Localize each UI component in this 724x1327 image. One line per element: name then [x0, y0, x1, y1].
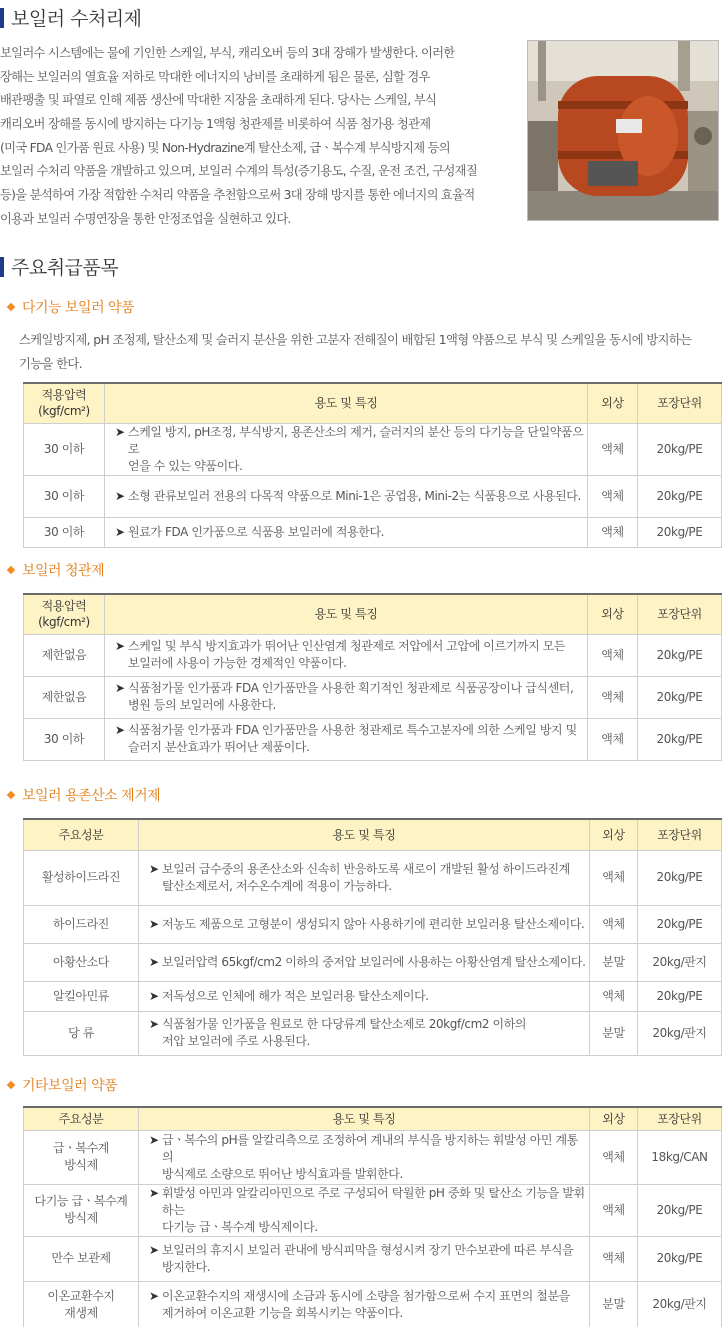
use-line: 식품첨가물 인가품을 원료로 한 다당류계 탈산소제로 20kgf/cm2 이하의	[162, 1017, 527, 1031]
header-use: 용도 및 특징	[105, 383, 588, 423]
table-row	[24, 905, 722, 943]
header-pack: 포장단위	[638, 383, 722, 423]
table-header-row	[24, 383, 722, 423]
component-line: 방식제	[64, 1158, 98, 1172]
arrow-icon: ➤	[115, 723, 125, 737]
arrow-icon: ➤	[115, 524, 125, 539]
table-row	[24, 1184, 722, 1236]
header-pack: 포장단위	[638, 819, 722, 850]
arrow-icon: ➤	[115, 681, 125, 695]
header-component: 주요성분	[24, 1107, 139, 1130]
header-form: 외상	[590, 819, 638, 850]
cell-form: 액체	[590, 850, 638, 905]
use-line: 소형 관류보일러 전용의 다목적 약품으로 Mini-1은 공업용, Mini-2는 식품용으로 사용된다.	[128, 488, 581, 503]
cell-form: 액체	[590, 1236, 638, 1281]
subsection-title-other	[8, 1075, 117, 1095]
use-line: 보일러압력 65kgf/cm2 이하의 중저압 보일러에 사용하는 아황산염계 탈산소제이다.	[162, 954, 586, 969]
cell-pack: 20kg/PE	[638, 1184, 722, 1236]
use-line: 저농도 제품으로 고형분이 생성되지 않아 사용하기에 편리한 보일러용 탈산소제이다.	[162, 916, 585, 931]
boiler-photo	[527, 40, 719, 221]
title-bar-marker	[0, 8, 4, 28]
arrow-icon: ➤	[115, 639, 125, 653]
use-line: 보일러 급수중의 용존산소와 신속히 반응하도록 새로이 개발된 활성 하이드라진계	[162, 861, 570, 876]
table-row	[24, 1281, 722, 1327]
section-title-text: 주요취급품목	[11, 257, 119, 279]
table-row	[24, 475, 722, 517]
cell-pack: 20kg/PE	[638, 1236, 722, 1281]
cell-pressure: 제한없음	[24, 676, 105, 718]
cell-component: 하이드라진	[24, 905, 139, 943]
table-row	[24, 676, 722, 718]
header-form: 외상	[588, 594, 638, 634]
intro-line: 이용과 보일러 수명연장을 통한 안정조업을 실현하고 있다.	[0, 211, 291, 226]
cell-component: 아황산소다	[24, 943, 139, 981]
cell-form: 액체	[588, 423, 638, 475]
cell-use	[139, 1281, 590, 1327]
use-line: 휘발성 아민과 알칼리아민으로 주로 구성되어 탁월한 pH 중화 및 탈산소 기능을 발휘하는	[162, 1185, 585, 1217]
cell-form: 액체	[588, 475, 638, 517]
boiler-cleaner-table	[23, 593, 722, 761]
subsection-title-text: 다기능 보일러 약품	[22, 300, 135, 316]
cell-component	[24, 1281, 139, 1327]
cell-form: 분말	[590, 1011, 638, 1055]
cell-form: 분말	[590, 1281, 638, 1327]
arrow-icon: ➤	[149, 1132, 159, 1147]
use-line: 보일러의 휴지시 보일러 관내에 방식피막을 형성시켜 장기 만수보관에 따른 부식을	[162, 1242, 574, 1257]
arrow-icon: ➤	[149, 1185, 159, 1200]
cell-use	[105, 517, 588, 547]
arrow-icon: ➤	[115, 488, 125, 503]
use-line: 급ㆍ복수의 pH를 알칼리측으로 조정하여 계내의 부식을 방지하는 휘발성 아민 계통의	[162, 1132, 578, 1164]
cell-form: 분말	[590, 943, 638, 981]
cell-pressure: 30 이하	[24, 517, 105, 547]
component-line: 방식제	[64, 1211, 98, 1225]
cell-pack: 20kg/판지	[638, 1011, 722, 1055]
cell-pack: 20kg/PE	[638, 850, 722, 905]
table-header-row	[24, 1107, 722, 1130]
arrow-icon: ➤	[149, 1017, 159, 1031]
use-line: 보일러에 사용이 가능한 경제적인 약품이다.	[128, 656, 347, 670]
diamond-bullet-icon	[7, 791, 15, 799]
cell-use	[139, 1236, 590, 1281]
use-line: 식품첨가물 인가품과 FDA 인가품만을 사용한 획기적인 청관제로 식품공장이나 급식센터,	[128, 681, 574, 695]
cell-pressure: 30 이하	[24, 718, 105, 760]
title-bar-marker	[0, 257, 4, 277]
cell-use	[139, 943, 590, 981]
table-row	[24, 634, 722, 676]
table-row	[24, 1130, 722, 1184]
intro-line: (미국 FDA 인가품 원료 사용) 및 Non-Hydrazine계 탈산소제, 급ㆍ복수계 부식방지제 등의	[0, 140, 450, 155]
intro-line: 캐리오버 장해를 동시에 방지하는 다기능 1액형 청관제를 비롯하여 식품 첨가용 청관제	[0, 117, 431, 132]
table-row	[24, 718, 722, 760]
arrow-icon: ➤	[149, 954, 159, 969]
cell-use	[105, 423, 588, 475]
use-line: 방지한다.	[162, 1259, 211, 1274]
boiler-illustration	[528, 41, 719, 221]
cell-component: 당 류	[24, 1011, 139, 1055]
cell-pack: 20kg/PE	[638, 718, 722, 760]
table-row	[24, 981, 722, 1011]
table-row	[24, 850, 722, 905]
subsection-title-oxygen-remover	[8, 785, 160, 805]
cell-form: 액체	[590, 981, 638, 1011]
section-title-water-treatment	[0, 4, 142, 31]
cell-pack: 20kg/PE	[638, 517, 722, 547]
cell-use	[139, 1011, 590, 1055]
description-line: 기능을 한다.	[19, 357, 83, 371]
arrow-icon: ➤	[149, 1288, 159, 1303]
cell-pressure: 30 이하	[24, 423, 105, 475]
cell-component	[24, 1184, 139, 1236]
diamond-bullet-icon	[7, 566, 15, 574]
table-row	[24, 517, 722, 547]
use-line: 방식제로 소량으로 뛰어난 방식효과를 발휘한다.	[162, 1166, 403, 1181]
cell-use	[105, 634, 588, 676]
subsection-description	[19, 328, 719, 376]
header-pressure	[24, 594, 105, 634]
diamond-bullet-icon	[7, 1081, 15, 1089]
oxygen-remover-table	[23, 818, 722, 1056]
intro-line: 등)을 분석하여 가장 적합한 수처리 약품을 추천함으로써 3대 장해 방지를 통한 에너지의 효율적	[0, 188, 475, 203]
subsection-title-text: 보일러 청관제	[22, 563, 105, 579]
cell-pack: 20kg/PE	[638, 475, 722, 517]
header-pressure	[24, 383, 105, 423]
use-line: 스케일 및 부식 방지효과가 뛰어난 인산염계 청관제로 저압에서 고압에 이르기까지 모든	[128, 639, 566, 653]
component-line: 다기능 급ㆍ복수계	[34, 1194, 128, 1208]
intro-line: 배관팽출 및 파열로 인해 제품 생산에 막대한 지장을 초래하게 된다. 당사는 스케일, 부식	[0, 93, 437, 108]
cell-pack: 20kg/PE	[638, 423, 722, 475]
cell-component: 활성하이드라진	[24, 850, 139, 905]
cell-form: 액체	[588, 676, 638, 718]
intro-line: 보일러수 시스템에는 물에 기인한 스케일, 부식, 캐리오버 등의 3대 장해가 발생한다. 이러한	[0, 46, 455, 60]
use-line: 병원 등의 보일러에 사용한다.	[128, 698, 276, 712]
component-line: 이온교환수지	[47, 1288, 115, 1303]
cell-component	[24, 1236, 139, 1281]
cell-form: 액체	[590, 905, 638, 943]
subsection-title-cleaner	[8, 560, 104, 580]
cell-use	[105, 475, 588, 517]
cell-use	[139, 850, 590, 905]
other-products-table	[23, 1106, 722, 1327]
header-text: 적용압력	[41, 599, 87, 614]
cell-pack: 20kg/판지	[638, 943, 722, 981]
use-line: 저압 보일러에 주로 사용된다.	[162, 1034, 310, 1048]
cell-use	[139, 981, 590, 1011]
intro-line: 보일러 수처리 약품을 개발하고 있으며, 보일러 수계의 특성(증기용도, 수질, 운전 조건, 구성재질	[0, 164, 478, 179]
header-text: 적용압력	[41, 388, 87, 403]
arrow-icon: ➤	[149, 988, 159, 1003]
table-row	[24, 943, 722, 981]
cell-form: 액체	[590, 1184, 638, 1236]
cell-use	[139, 905, 590, 943]
cell-form: 액체	[588, 718, 638, 760]
component-line: 만수 보관제	[51, 1251, 111, 1265]
subsection-title-text: 보일러 용존산소 제거제	[22, 788, 161, 804]
use-line: 탈산소제로서, 저수온수계에 적용이 가능하다.	[162, 878, 392, 893]
diamond-bullet-icon	[7, 303, 15, 311]
use-line: 제거하여 이온교환 기능을 회복시키는 약품이다.	[162, 1305, 403, 1320]
arrow-icon: ➤	[115, 424, 125, 439]
use-line: 다기능 급ㆍ복수계 방식제이다.	[162, 1219, 318, 1234]
section-title-text: 보일러 수처리제	[11, 8, 142, 30]
header-form: 외상	[588, 383, 638, 423]
header-use: 용도 및 특징	[139, 1107, 590, 1130]
cell-pack: 20kg/판지	[638, 1281, 722, 1327]
header-pack: 포장단위	[638, 594, 722, 634]
subsection-title-text: 기타보일러 약품	[22, 1078, 118, 1094]
cell-pressure: 30 이하	[24, 475, 105, 517]
table-row	[24, 1236, 722, 1281]
header-component: 주요성분	[24, 819, 139, 850]
cell-form: 액체	[588, 634, 638, 676]
cell-use	[139, 1130, 590, 1184]
cell-form: 액체	[588, 517, 638, 547]
header-unit: (kgf/cm²)	[38, 404, 90, 419]
cell-pack: 20kg/PE	[638, 981, 722, 1011]
cell-component: 알킬아민류	[24, 981, 139, 1011]
cell-pack: 18kg/CAN	[638, 1130, 722, 1184]
arrow-icon: ➤	[149, 1242, 159, 1257]
table-header-row	[24, 594, 722, 634]
intro-paragraph	[0, 42, 512, 232]
cell-use	[105, 718, 588, 760]
cell-pack: 20kg/PE	[638, 676, 722, 718]
subsection-title-multifunction	[8, 297, 134, 317]
intro-line: 장해는 보일러의 열효율 저하로 막대한 에너지의 낭비를 초래하게 됨은 물론, 심할 경우	[0, 69, 430, 84]
table-header-row	[24, 819, 722, 850]
table-row	[24, 1011, 722, 1055]
cell-pack: 20kg/PE	[638, 905, 722, 943]
component-line: 급ㆍ복수계	[53, 1141, 109, 1155]
cell-use	[105, 676, 588, 718]
use-line: 얻을 수 있는 약품이다.	[128, 458, 243, 473]
use-line: 식품첨가물 인가품과 FDA 인가품만을 사용한 청관제로 특수고분자에 의한 스케일 방지 및	[128, 723, 577, 737]
multifunction-products-table	[23, 382, 722, 548]
header-use: 용도 및 특징	[139, 819, 590, 850]
use-line: 슬러지 분산효과가 뛰어난 제품이다.	[128, 740, 310, 754]
header-pack: 포장단위	[638, 1107, 722, 1130]
use-line: 저독성으로 인체에 해가 적은 보일러용 탈산소제이다.	[162, 988, 429, 1003]
cell-use	[139, 1184, 590, 1236]
arrow-icon: ➤	[149, 861, 159, 876]
cell-pressure: 제한없음	[24, 634, 105, 676]
use-line: 스케일 방지, pH조정, 부식방지, 용존산소의 제거, 슬러지의 분산 등의 다기능을 단일약품으로	[128, 424, 584, 456]
cell-form: 액체	[590, 1130, 638, 1184]
cell-pack: 20kg/PE	[638, 634, 722, 676]
component-line: 재생제	[64, 1305, 98, 1320]
use-line: 원료가 FDA 인가품으로 식품용 보일러에 적용한다.	[128, 524, 385, 539]
header-use: 용도 및 특징	[105, 594, 588, 634]
use-line: 이온교환수지의 재생시에 소금과 동시에 소량을 첨가함으로써 수지 표면의 철분을	[162, 1288, 570, 1303]
arrow-icon: ➤	[149, 916, 159, 931]
table-row	[24, 423, 722, 475]
description-line: 스케일방지제, pH 조정제, 탈산소제 및 슬러지 분산을 위한 고분자 전해질이 배합된 1액형 약품으로 부식 및 스케일을 동시에 방지하는	[19, 333, 692, 347]
header-form: 외상	[590, 1107, 638, 1130]
header-unit: (kgf/cm²)	[38, 615, 90, 630]
section-title-main-products	[0, 253, 118, 280]
cell-component	[24, 1130, 139, 1184]
